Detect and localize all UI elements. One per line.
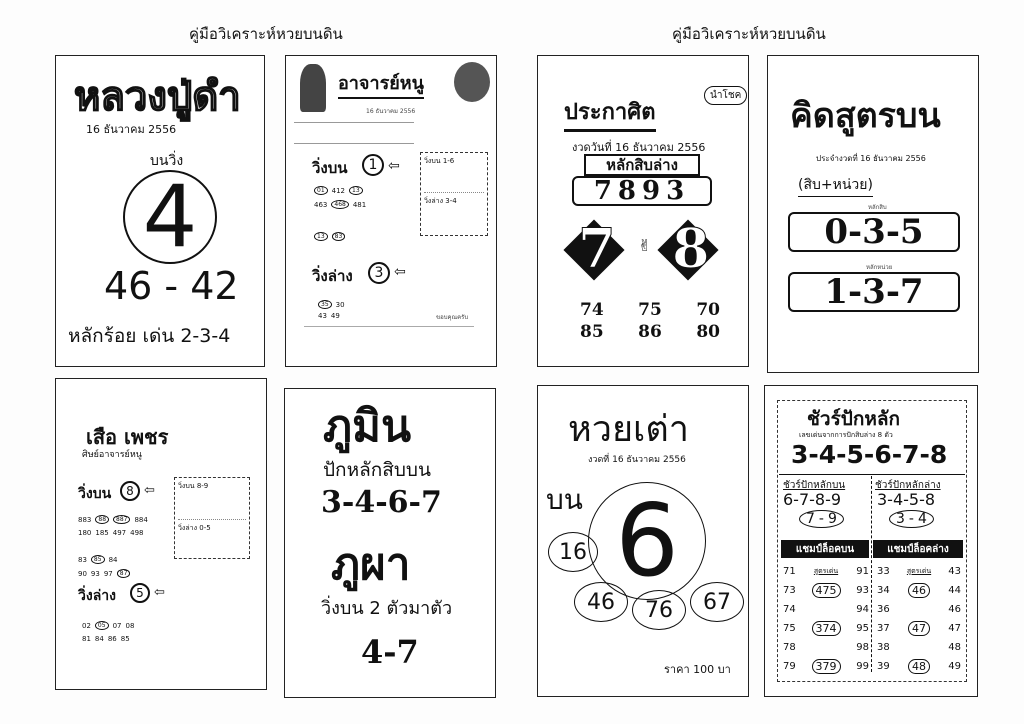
title-phupha: ภูผา [331,539,411,590]
run-numbers: 4-7 [361,633,419,671]
panel-title: หวยเต่า [568,409,689,450]
panel-luang-pu-dam [55,55,265,367]
table-row: 36 46 [877,604,961,615]
left-table [783,562,869,676]
panel-title: ชัวร์ปักหลัก [807,408,901,430]
top-label: บน [546,483,583,516]
arrow-icon: ⇦ [388,158,400,174]
box-b-label: วิ่งล่าง [424,197,443,205]
pair-numbers: 46 - 42 [104,264,239,308]
right-label: ชัวร์ปักหลักล่าง [875,480,941,491]
pairs-row-1: 74 75 70 [580,300,720,320]
left-page-header: คู่มือวิเคราะห์หวยบนดิน [189,25,343,43]
big-digit-right: 8 [672,216,710,280]
tens-numbers: 3-4-6-7 [321,485,442,520]
divider [779,474,965,475]
panel-subtitle: ศิษย์อาจารย์หนู [82,450,142,460]
table-row: 74 94 [783,604,869,615]
number-circle-4: 67 [690,582,744,622]
panel-phumin-phupha [284,388,496,698]
draw-date: ประจำงวดที่ 16 ธันวาคม 2556 [816,154,926,163]
thanks-text: ขอบคุณครับ [436,314,469,321]
table-row: 33 สูตรเด่น 43 [877,566,961,577]
hundreds-highlight: หลักร้อย เด่น 2-3-4 [68,325,231,347]
title-phumin: ภูมิน [323,401,412,452]
run-top-label: วิ่งบน [78,486,112,502]
summary-box [420,152,488,236]
arrow-icon: ⇦ [154,585,165,600]
run-bottom-label: วิ่งล่าง [78,588,116,604]
column-divider [871,476,872,672]
arrow-icon: ⇦ [144,483,155,498]
panel-subtitle: เลขเด่นจากการปักสิบล่าง 8 ตัว [799,431,893,439]
line-run-top: วิ่งบน 2 ตัวมาตัว [321,598,453,619]
number-group-1: 883 88 887 884 [78,515,148,524]
number-group-1: 01 412 13 [314,186,363,195]
sum-label: (สิบ+หน่วย) [798,174,873,197]
draw-date: 16 ธันวาคม 2556 [86,123,177,136]
table-row: 79 379 99 [783,660,869,673]
draw-date: งวดที่ 16 ธันวาคม 2556 [588,455,686,465]
number-circle-3: 76 [632,590,686,630]
right-pick: 3 - 4 [889,510,934,528]
arrow-icon: ⇦ [394,264,406,280]
main-numbers: 3-4-5-6-7-8 [791,440,948,469]
box-b-value: 3-4 [445,197,457,205]
pairs-row-2: 85 86 80 [580,322,720,342]
footer-rule [304,326,474,327]
run-label: บนวิ่ง [150,153,184,169]
panel-title: ประกาศิต [564,94,656,132]
run-top-label: วิ่งบน [312,159,348,177]
run-bottom-circle [368,262,390,284]
fine-print [294,122,414,144]
victory-hand-icon: ✌ [638,236,652,255]
panel-suea-phet [55,378,267,690]
monk-image [300,64,326,112]
left-label: ชัวร์ปักหลักบน [783,480,846,491]
left-pick: 7 - 9 [799,510,844,528]
main-number-circle [123,167,217,267]
number-group-3: 35 30 [318,300,345,309]
number-group-1b: 463 468 481 [314,200,367,209]
right-champion-bar: แชมป์ล็อคล่าง [873,540,963,558]
number-group-6: 81 84 86 85 [82,635,130,643]
line-tens-top: ปักหลักสิบบน [323,459,431,481]
panel-ajarn-nu [285,55,497,367]
number-circle-1: 16 [548,532,598,572]
right-page-header: คู่มือวิเคราะห์หวยบนดิน [672,25,826,43]
panel-kid-sut-bon [767,55,979,373]
units-numbers: 1-3-7 [788,272,960,312]
panel-title: คิดสูตรบน [790,96,941,136]
number-group-3b: 43 49 [318,312,340,320]
portrait-image [454,62,490,102]
units-label: หลักหน่วย [866,264,893,271]
run-bottom-circle: 5 [130,583,150,603]
tens-digits: 7893 [572,176,712,206]
box-a-label: วิ่งบน [424,157,441,165]
panel-huay-tao [537,385,749,697]
number-group-3: 83 85 84 [78,555,118,564]
panel-prakasit [537,55,749,367]
run-top-circle: 8 [120,481,140,501]
table-row: 78 98 [783,642,869,653]
run-bottom-number: 3 [374,265,384,281]
tens-label: หลักสิบ [868,204,887,211]
tens-numbers: 0-3-5 [788,212,960,252]
number-circle-2: 46 [574,582,628,622]
table-row: 37 47 47 [877,622,961,635]
main-number: 4 [142,167,198,267]
table-row: 73 475 93 [783,584,869,597]
table-row: 71 สูตรเด่น 91 [783,566,869,577]
run-top-number: 1 [368,157,378,173]
number-group-2: 180 185 497 498 [78,529,144,537]
draw-date: 16 ธันวาคม 2556 [366,108,416,115]
left-champion-bar: แชมป์ล็อคบน [781,540,869,558]
table-row: 39 48 49 [877,660,961,673]
main-number: 6 [615,482,679,599]
table-row: 34 46 44 [877,584,961,597]
summary-box: วิ่งบน 8-9 วิ่งล่าง 0-5 [174,477,250,559]
number-group-2: 13 83 [314,232,345,241]
box-a-value: 1-6 [442,157,455,165]
run-top-circle [362,154,384,176]
panel-title: เสือ เพชร [86,425,169,449]
table-row: 75 374 95 [783,622,869,635]
big-digit-left: 7 [578,216,616,280]
number-group-4: 90 93 97 87 [78,569,130,578]
right-table [877,562,961,676]
run-bottom-label: วิ่งล่าง [312,267,353,285]
panel-title: หลวงปู่ดำ [74,74,241,120]
lucky-badge: นำโชค [704,86,747,105]
number-group-5: 02 05 07 08 [82,621,135,630]
tens-bottom-label: หลักสิบล่าง [584,154,700,176]
table-row: 38 48 [877,642,961,653]
panel-title: อาจารย์หนู [338,68,424,99]
left-numbers: 6-7-8-9 [783,490,842,509]
right-numbers: 3-4-5-8 [877,490,936,509]
draw-date: งวดวันที่ 16 ธันวาคม 2556 [572,141,706,154]
panel-sure-pak-lak [764,385,978,697]
price-text: ราคา 100 บา [664,663,731,676]
